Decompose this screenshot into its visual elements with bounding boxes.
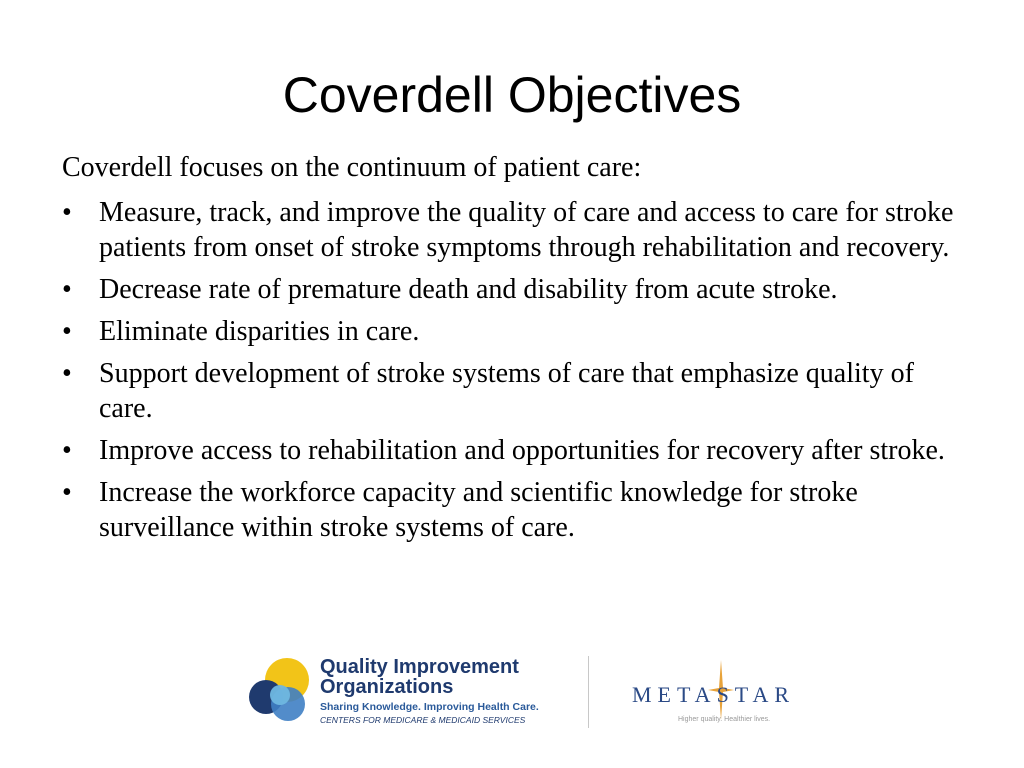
bullet-dot: •	[62, 477, 72, 508]
metastar-logo	[620, 660, 820, 730]
bullet-item	[62, 433, 962, 468]
bullet-text: Support development of stroke systems of care that emphasize quality of care.	[99, 358, 914, 424]
logo-bar	[0, 650, 1024, 740]
bullet-item	[62, 475, 962, 545]
logo-divider	[588, 656, 589, 728]
qio-circle-light-blue	[270, 685, 290, 705]
slide-title: Coverdell Objectives	[282, 67, 742, 123]
qio-logo-icon	[247, 656, 315, 724]
bullet-dot: •	[62, 197, 72, 228]
qio-tagline: Sharing Knowledge. Improving Health Care.	[320, 701, 539, 713]
bullet-dot: •	[62, 316, 72, 347]
bullet-text: Increase the workforce capacity and scientific knowledge for stroke surveillance within stroke systems of care.	[99, 477, 858, 543]
bullet-item	[62, 356, 962, 426]
bullet-text: Measure, track, and improve the quality of care and access to care for stroke patients from onset of stroke symptoms through rehabilitation and recovery.	[99, 197, 954, 263]
bullet-dot: •	[62, 274, 72, 305]
qio-name-line2: Organizations	[320, 676, 454, 698]
bullet-text: Decrease rate of premature death and disability from acute stroke.	[99, 274, 838, 305]
intro-text: Coverdell focuses on the continuum of patient care:	[62, 152, 642, 183]
bullet-item	[62, 272, 962, 307]
qio-logo-text	[320, 657, 539, 726]
bullet-item	[62, 314, 962, 349]
bullet-list	[62, 195, 962, 552]
qio-cms-line: CENTERS FOR MEDICARE & MEDICAID SERVICES	[320, 715, 526, 725]
metastar-tagline: Higher quality. Healthier lives.	[678, 716, 771, 723]
bullet-text: Eliminate disparities in care.	[99, 316, 420, 347]
qio-name-line1: Quality Improvement	[320, 656, 519, 678]
bullet-dot: •	[62, 358, 72, 389]
metastar-name: METASTAR	[632, 682, 796, 707]
bullet-dot: •	[62, 435, 72, 466]
bullet-item	[62, 195, 962, 265]
bullet-text: Improve access to rehabilitation and opportunities for recovery after stroke.	[99, 435, 945, 466]
